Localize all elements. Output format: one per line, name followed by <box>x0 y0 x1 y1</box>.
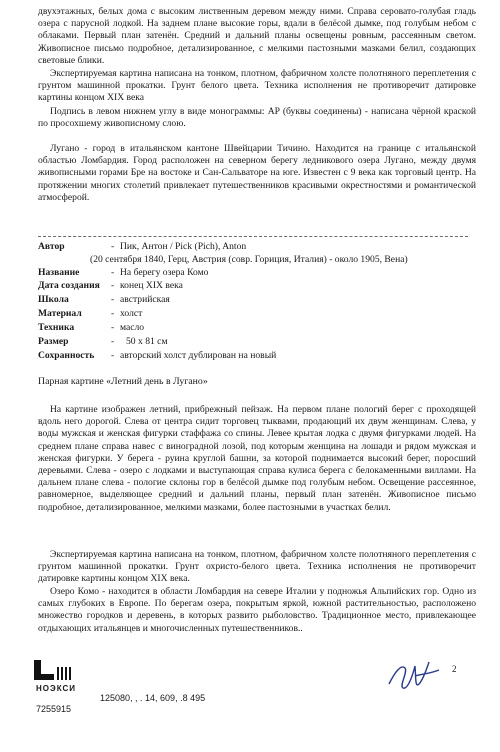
attribute-value: австрийская <box>120 294 170 305</box>
paragraph-top-3: Подпись в левом нижнем углу в виде монограммы: AP (буквы соединены) - написана чёрной краской по просохшему живописному слою. <box>38 106 476 130</box>
attribute-key: Автор <box>38 241 65 252</box>
paragraph-top-4: Лугано - город в итальянском кантоне Швейцарии Тичино. Находится на границе с итальянской областью Ломбардия. Город расположен на северном берегу ледникового озера Лугано, между двумя живописными горами Бре на востоке и Сан-Сальваторе на юге. Известен с 9 века как торговый центр. На протяжении многих столетий привлекает путешественников красивыми окрестностями и романтической атмосферой. <box>38 143 476 203</box>
attribute-value: 50 х 81 см <box>126 336 168 347</box>
noeksi-logo <box>32 660 92 700</box>
paragraph-top-1: двухэтажных, белых дома с высоким лиственным деревом между ними. Справа серовато-голубая гладь озера с парусной лодкой. На заднем плане высокие горы, вдали в белёсой дымке, под голубым небом с облаками. Первый план затенён. Средний и дальний планы освещены ровным, рассеянным светом. Живописное письмо подробное, детализированное, с мелкими пастозными мазками белил, создающих световые блики. <box>38 6 476 66</box>
attribute-key: Название <box>38 267 80 278</box>
attribute-dash: - <box>111 350 115 361</box>
attribute-key: Дата создания <box>38 280 100 291</box>
attribute-key: Техника <box>38 322 75 333</box>
paragraph-top-2: Экспертируемая картина написана на тонком, плотном, фабричном холсте полотняного переплетения с грунтом машинной прокатки. Грунт белого цвета. Техника исполнения не противоречит датировке картины концом XIX века <box>38 68 476 104</box>
attribute-value: масло <box>120 322 145 333</box>
handwritten-signature <box>385 654 445 701</box>
attribute-value: Пик, Антон / Pick (Pich), Anton <box>120 241 247 252</box>
footer-address: 125080, , . 14, 609, .8 495 <box>100 693 206 703</box>
footer-phone: 7255915 <box>36 704 72 714</box>
paragraph-bottom-2: Экспертируемая картина написана на тонком, плотном, фабричном холсте полотняного переплетения с грунтом машинной прокатки. Грунт охристо-белого цвета. Техника исполнения не противоречит датировке картины концом XIX века. <box>38 549 476 585</box>
attribute-value: авторский холст дублирован на новый <box>120 350 277 361</box>
attribute-dash: - <box>111 267 115 278</box>
attribute-dash: - <box>111 322 115 333</box>
separator-top <box>38 236 468 237</box>
attribute-value: (20 сентября 1840, Герц, Австрия (совр. Гориция, Италия) - около 1905, Вена) <box>90 254 408 265</box>
attribute-value: холст <box>120 308 143 319</box>
attribute-key: Сохранность <box>38 350 95 361</box>
attribute-value: На берегу озера Комо <box>120 267 209 278</box>
attribute-dash: - <box>111 336 115 347</box>
attribute-key: Размер <box>38 336 69 347</box>
attribute-key: Материал <box>38 308 82 319</box>
attribute-key: Школа <box>38 294 69 305</box>
attribute-dash: - <box>111 241 115 252</box>
page-number: 2 <box>452 664 457 674</box>
paragraph-bottom-1: На картине изображен летний, прибрежный пейзаж. На первом плане пологий берег с проходящей вдоль него дорогой. Слева от центра сидит торговец тыквами, продающий их двум женщинам. Слева, у воды мужская и женская фигурки стаффажа со спины. Левее крытая лодка с двумя фигурками людей. На среднем плане справа навес с виноградной лозой, под которым женщина на лошади и рядом мужская и женская фигурки. У берега - руина круглой башни, за которой поднимается высокий берег, поросший деревьями. Слева - озеро с лодками и выступающая справа кулиса берега с белокаменными виллами. На дальнем плане слева - пологие склоны гор в белёсой дымке под голубым небом. Освещение рассеянное, равномерное, выделяющее средний и дальний планы, первый план затенён. Живописное письмо подробное, детализированное, мелкими мазками, более пастозными в участках белил. <box>38 404 476 513</box>
attribute-dash: - <box>111 280 115 291</box>
noeksi-logo-mark <box>32 660 92 700</box>
attribute-value: конец XIX века <box>120 280 183 291</box>
brand-name: НОЭКСИ <box>36 684 76 693</box>
attribute-dash: - <box>111 308 115 319</box>
attribute-dash: - <box>111 294 115 305</box>
paired-painting-heading: Парная картине «Летний день в Лугано» <box>38 376 208 387</box>
paragraph-bottom-3: Озеро Комо - находится в области Ломбардия на севере Италии у подножья Альпийских гор. Одно из самых глубоких в Европе. По берегам озера, покрытым яркой, южной растительностью, расположено множество городков и деревень, в которых развито рыболовство. Традиционное место, привлекающее отдыхающих итальянцев и многочисленных путешественников.. <box>38 586 476 634</box>
